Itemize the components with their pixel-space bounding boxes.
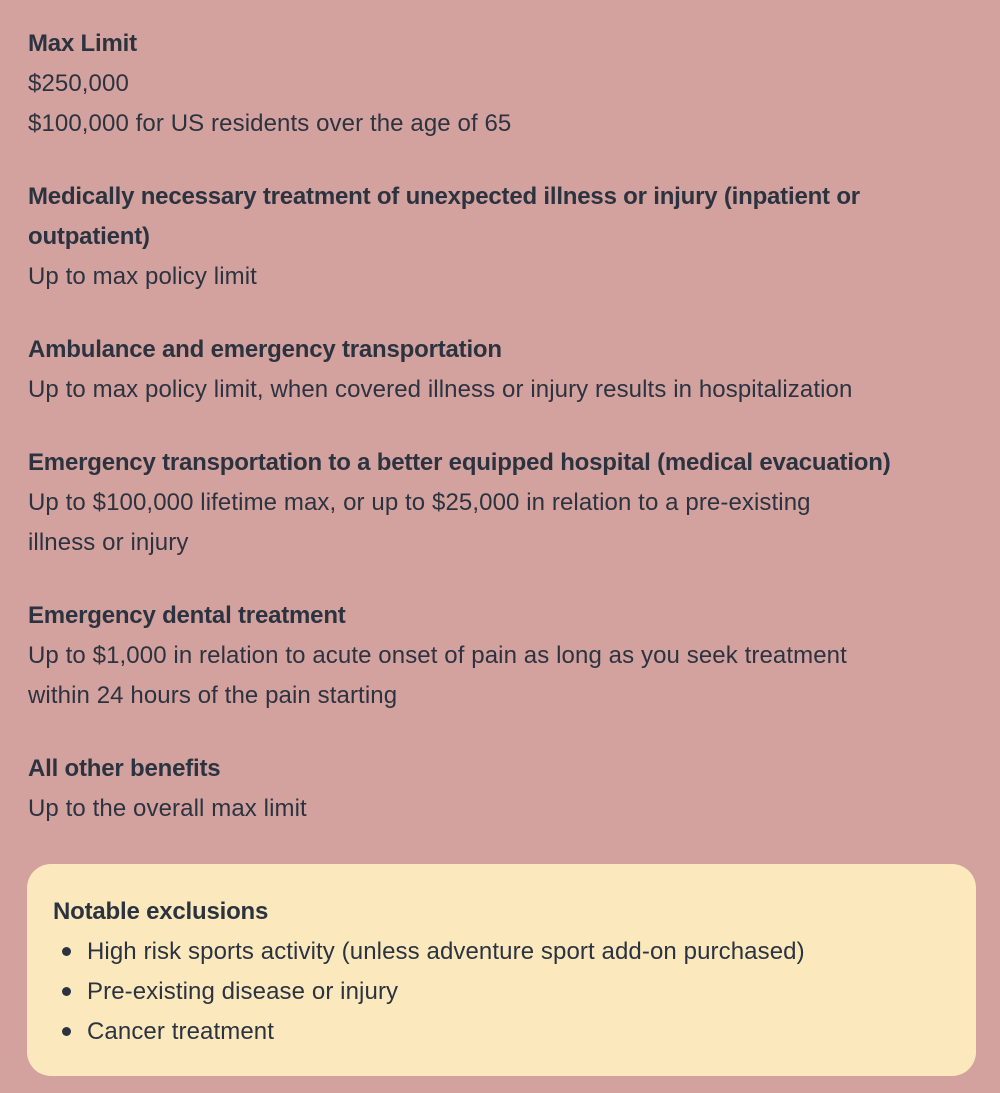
benefit-value: Up to max policy limit, when covered illness or injury results in hospitalization — [28, 376, 853, 403]
benefit-other — [28, 749, 972, 829]
exclusions-card — [27, 864, 976, 1076]
exclusion-text: High risk sports activity (unless adventure sport add-on purchased) — [87, 938, 805, 965]
exclusions-title: Notable exclusions — [53, 898, 269, 925]
exclusion-text: Pre-existing disease or injury — [87, 978, 399, 1005]
exclusion-text: Cancer treatment — [87, 1018, 275, 1045]
benefit-medical-evacuation — [28, 443, 972, 563]
benefit-title: Medically necessary treatment of unexpected illness or injury (inpatient or — [28, 183, 860, 210]
benefit-value: Up to $1,000 in relation to acute onset of pain as long as you seek treatment — [28, 642, 847, 669]
benefit-value: illness or injury — [28, 529, 189, 556]
exclusion-item — [53, 972, 950, 1012]
benefit-value: $100,000 for US residents over the age of 65 — [28, 110, 512, 137]
benefit-dental — [28, 596, 972, 716]
exclusion-item — [53, 932, 950, 972]
benefit-title: All other benefits — [28, 755, 221, 782]
benefit-title: Ambulance and emergency transportation — [28, 336, 502, 363]
benefit-value: Up to max policy limit — [28, 263, 257, 290]
benefit-title: Emergency transportation to a better equipped hospital (medical evacuation) — [28, 449, 891, 476]
benefit-title-continued: outpatient) — [28, 223, 150, 250]
benefit-value: Up to $100,000 lifetime max, or up to $25,000 in relation to a pre-existing — [28, 489, 811, 516]
benefit-value: $250,000 — [28, 70, 129, 97]
benefit-ambulance — [28, 330, 972, 410]
bullet-icon — [62, 987, 71, 996]
benefit-max-limit — [28, 24, 972, 144]
exclusion-item — [53, 1012, 950, 1052]
exclusions-list — [53, 932, 950, 1052]
benefit-title: Emergency dental treatment — [28, 602, 346, 629]
benefit-value: Up to the overall max limit — [28, 795, 307, 822]
bullet-icon — [62, 1027, 71, 1036]
bullet-icon — [62, 947, 71, 956]
benefit-title: Max Limit — [28, 30, 137, 57]
benefit-value: within 24 hours of the pain starting — [28, 682, 398, 709]
benefit-medical-treatment — [28, 177, 972, 297]
